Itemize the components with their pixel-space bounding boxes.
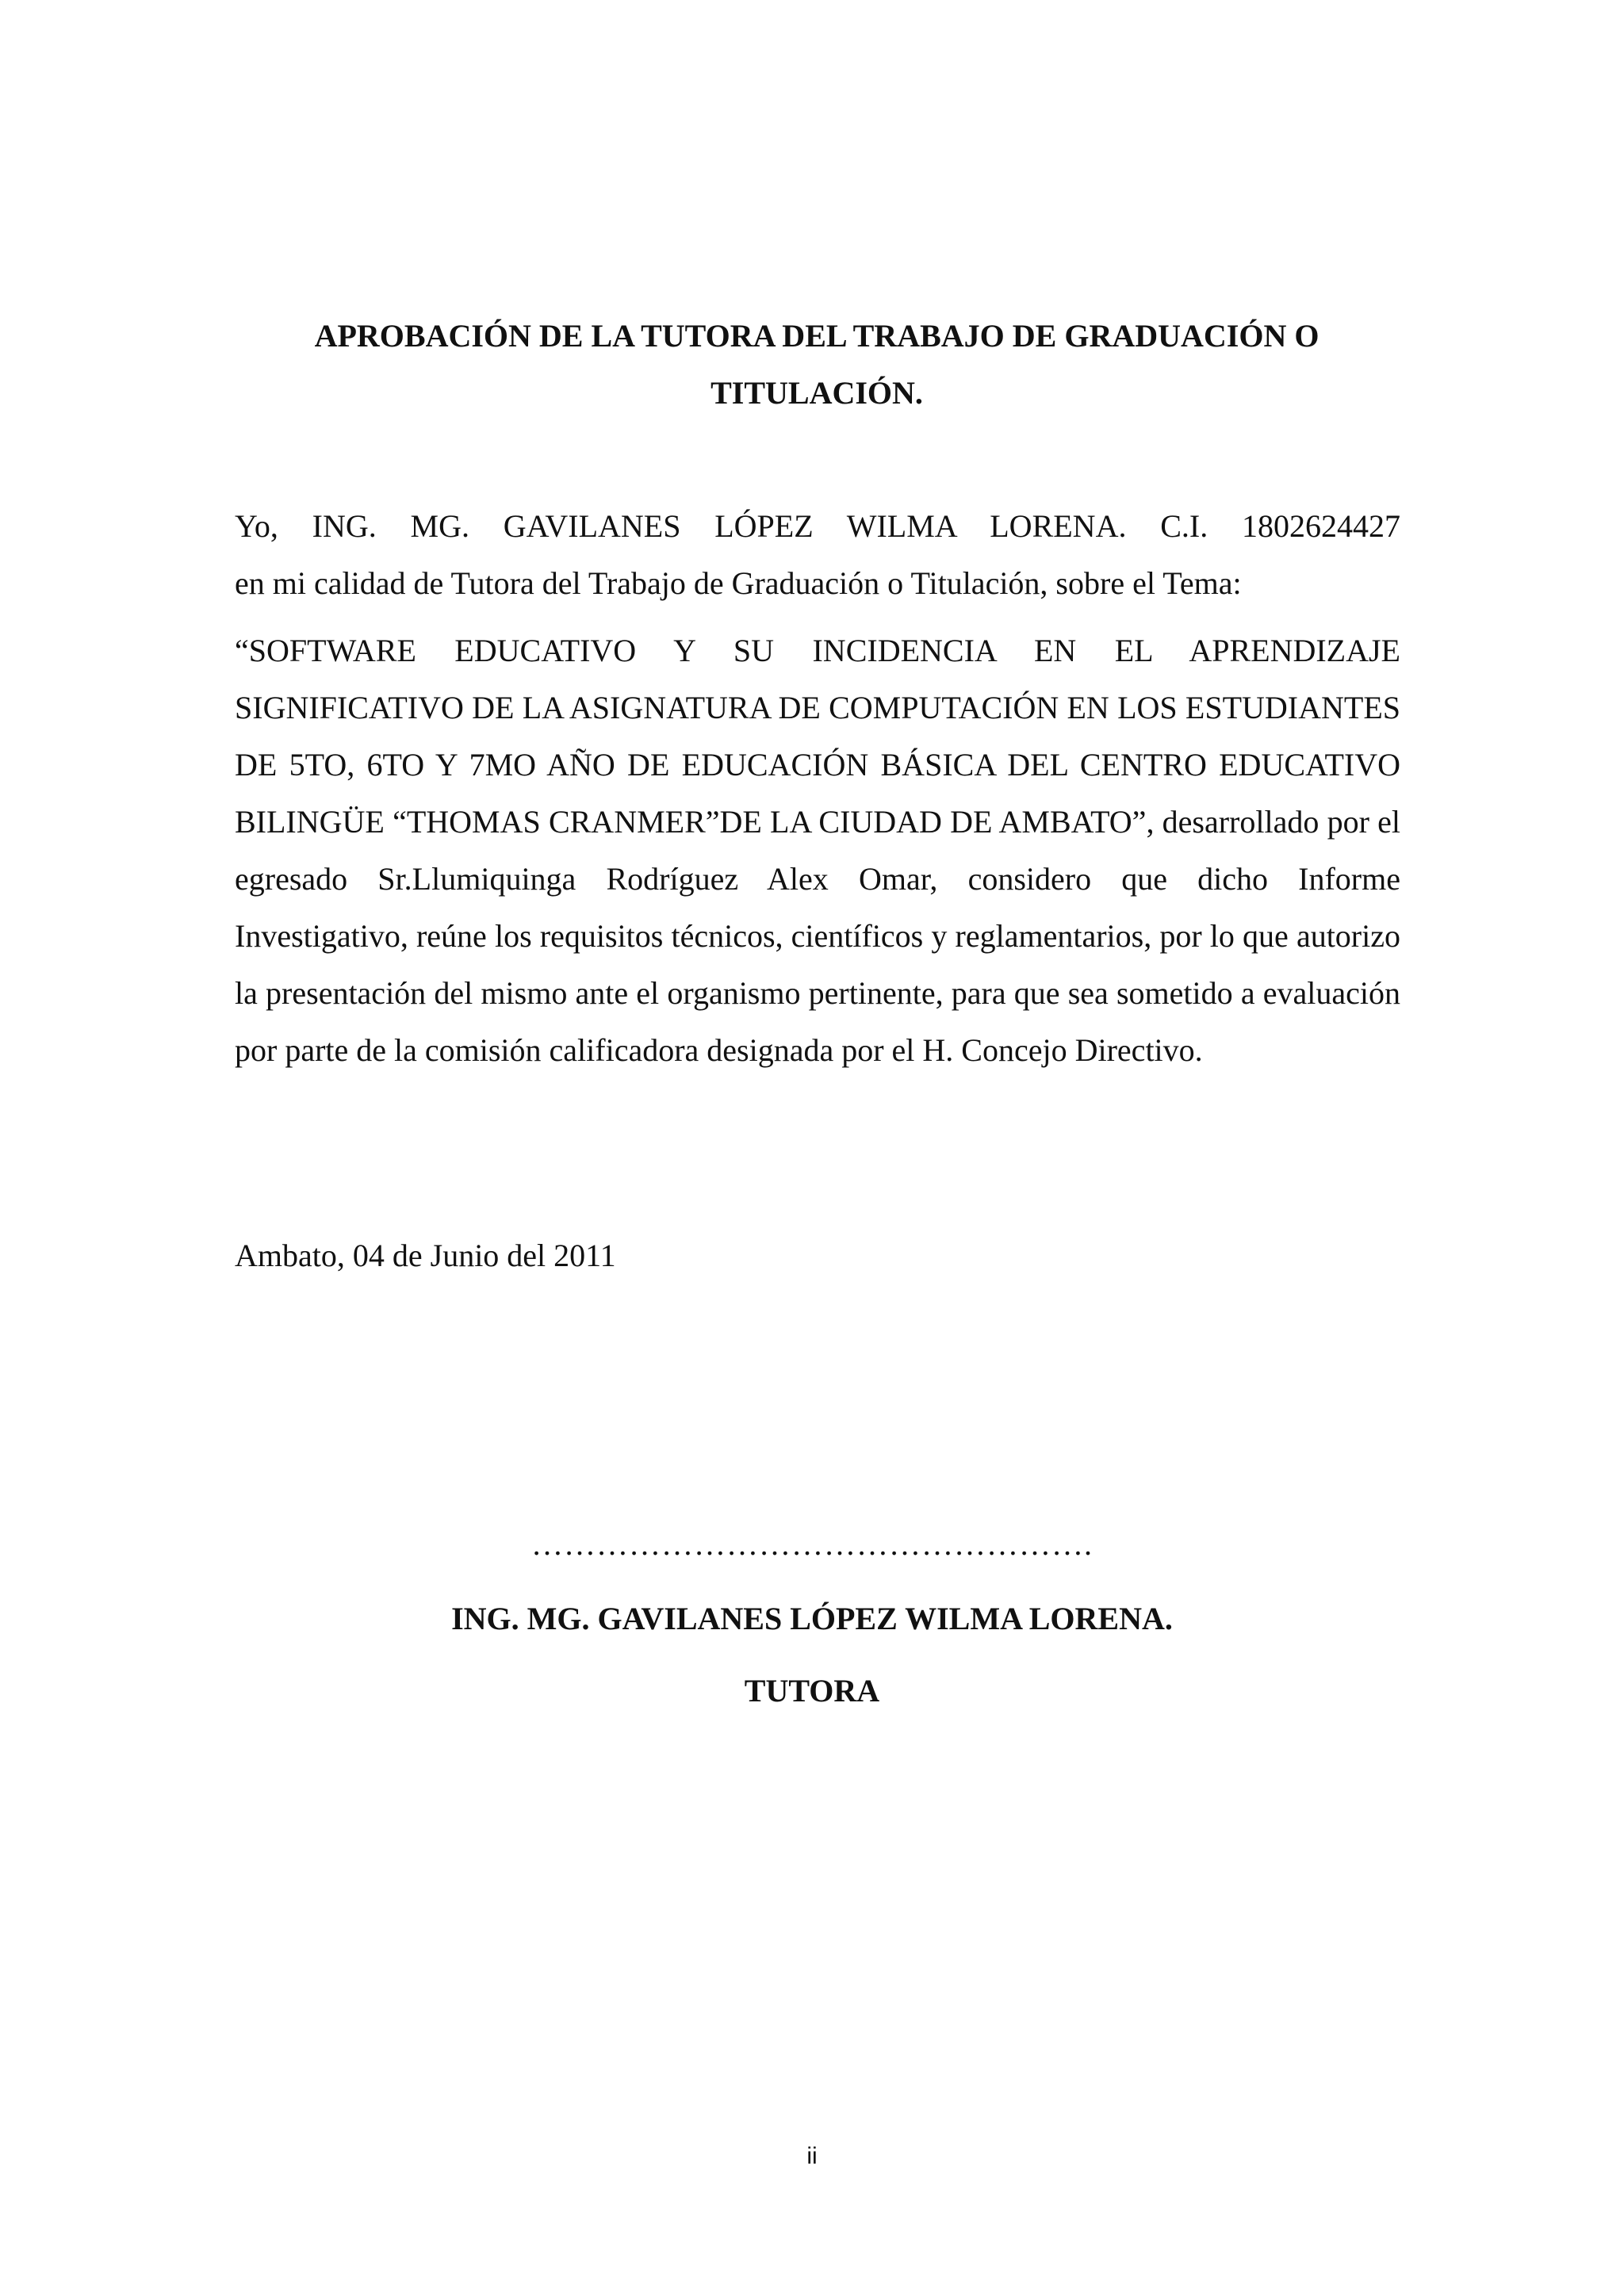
document-title-line-2: TITULACIÓN. <box>710 375 923 411</box>
intro-line-2: en mi calidad de Tutora del Trabajo de Graduación o Titulación, sobre el Tema: <box>235 565 1242 601</box>
signer-role: TUTORA <box>744 1673 880 1709</box>
body-paragraph: “SOFTWARE EDUCATIVO Y SU INCIDENCIA EN EL APRENDIZAJE SIGNIFICATIVO DE LA ASIGNATURA DE COMPUTACIÓN EN LOS ESTUDIANTES DE 5TO, 6TO Y 7MO AÑO DE EDUCACIÓN BÁSICA DEL CENTRO EDUCATIVO BILINGÜE “THOMAS CRANMER”DE LA CIUDAD DE AMBATO”, desarrollado por el egresado Sr.Llumiquinga Rodríguez Alex Omar, considero que dicho Informe Investigativo, reúne los requisitos técnicos, científicos y reglamentarios, por lo que autorizo la presentación del mismo ante el organismo pertinente, para que sea sometido a evaluación por parte de la comisión calificadora designada por el H. Concejo Directivo. <box>235 633 1400 1068</box>
document-title-line-1: APROBACIÓN DE LA TUTORA DEL TRABAJO DE GRADUACIÓN O <box>314 318 1320 354</box>
signature-line: ……………………………………………. <box>531 1526 1093 1562</box>
page-number: ii <box>806 2143 818 2169</box>
intro-line-1: Yo, ING. MG. GAVILANES LÓPEZ WILMA LORENA. C.I. 1802624427 <box>235 508 1400 544</box>
date-line: Ambato, 04 de Junio del 2011 <box>235 1238 616 1273</box>
signer-name: ING. MG. GAVILANES LÓPEZ WILMA LORENA. <box>451 1601 1173 1636</box>
